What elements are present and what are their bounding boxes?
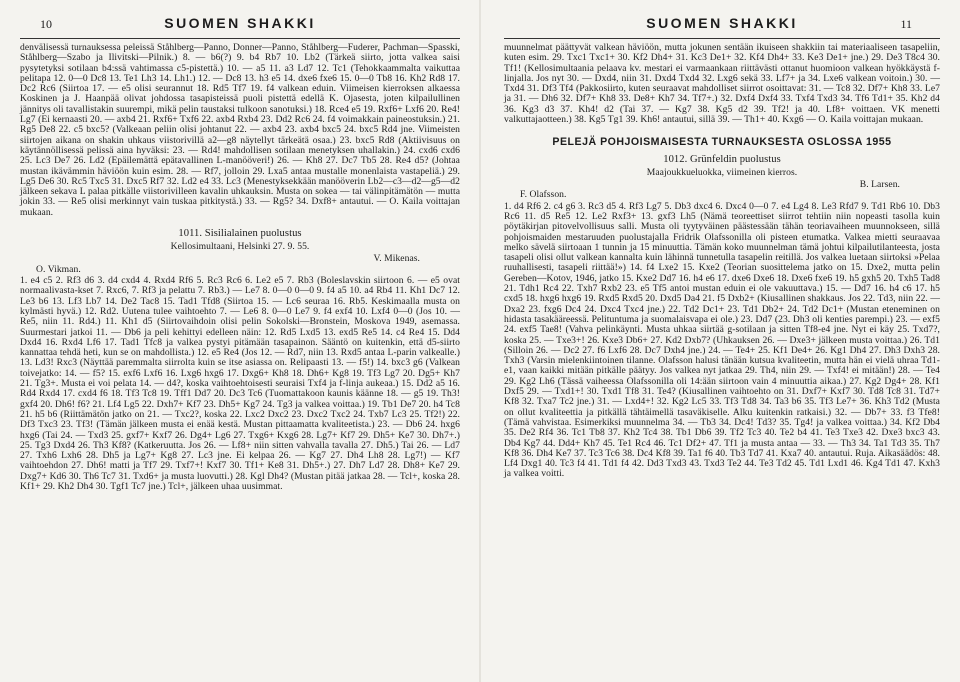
game-1011-conclusion: muunnelmat päättyvät valkean häviöön, mutta jokunen sentään ikuiseen shakkiin tai materiaaliseen tasapeliin, kuten esim. 29. Txc1 Txc1+ 30. Kf2 Dh4+ 31. Kc3 De1+ 32. Kf4 Dh4+ 33. Ke3 De1+ jne.) 29. De3 T8c4 30. Tf1! (Kellosimultaania pelaava kv. mestari ei varmaankaan riittävästi ottanut huomioon valkean hyökkäystä f-linjalla. Jos nyt 30. — Dxd4, niin 31. Dxd4 Txd4 32. Lxg6 sekä 33. Lf7+ ja 34. Lxe6 valkean voitoin.) 30. — Txd4 31. Df3 Tf4 (Pakkosiirto, kuten seuraavat mahdolliset siirrot osoittavat: 31. — Tc8 32. Df7+ Kh8 33. Le7 ja 31. — Dh6 32. Df7+ Kh8 33. De8+ Kh7 34. Tf7+.) 32. Dxf4 Dxf4 33. Txf4 Txd3 34. Tf6 Td1+ 35. Kh2 d4 36. Kg3 d3 37. Kh4! d2 (Tai 37. — Kg7 38. Kg5 d2 39. Tf2! ja 40. Lf8+ voittaen. VK menetti valkuttajaotteen.) 38. Kg5 Tg1 39. Kh6! antautui, sillä 39. — Th1+ 40. Kxg6 — O. Kaila voittajan mukaan. bbox=[504, 42, 940, 126]
game-players bbox=[20, 252, 460, 276]
game-1011-header bbox=[20, 228, 460, 276]
page-number: 11 bbox=[900, 17, 912, 31]
game-1011-moves: 1. e4 c5 2. Rf3 d6 3. d4 cxd4 4. Rxd4 Rf6 5. Rc3 Rc6 6. Le2 e5 7. Rb3 (Boleslavskin siirtoon 6. — e5 ovat normaalivasta-kset 7. Rxc6, 7. Rf3 ja pelattu 7. Rb3.) — Le7 8. 0—0 0—0 9. f4 a5 10. a4 Rb4 11. Kh1 Dc7 12. Le3 b6 13. Lf3 Lb7 14. De2 Tac8 15. Tad1 Tfd8 (Siirtoa 15. — Lc6 seuraa 16. Rb5. Keskimaalla musta on kylmästi hyvä.) 12. Rd2. Uutena tulee vaihtoehto 7. — Le6 8. 0—0 Le7 9. f4 exf4 10. Lxf4 0—0 (Jos 10. — Re5, niin 11. Rd4.) 11. Kh1 d5 (Siirtovaihdoin olisi pelin Sokolski—Bronstein, Moskova 1949, asemassa. Suurmestari jatkoi 11. — Db6 ja peli kehittyi edelleen näin: 12. Rd5 Lxd5 13. exd5 Re5 14. c4 Re4 15. Dd4 Dxd4 16. Rxd4 Lf6 17. Tad1 Tfc8 ja valkea pystyi pitämään tasapainon. Sääntö on kuitenkin, että d5-siirto kannattaa tehdä heti, kun se on mahdollista.) 12. e5 Re4 (Jos 12. — Rd7, niin 13. Rxd5 antaa L-parin valkealle.) 13. Ld3! Rxc3 (Näyttää paremmalta siirrolta kuin se itse asiassa on. Relipaasti 13. — f5!) 14. bxc3 g6 (Valkean toivejatko: 14. — f5? 15. exf6 Lxf6 16. Lxg6 hxg6 17. Dxg6+ Kh8 18. Dh6+ Kg8 19. Tf3 Lg7 20. Dg5+ Kh7 21. Tg3+. Musta ei voi pelata 14. — d4?, koska vaihtoehtoisesti seuraisi Txf4 ja f-linja aukeaa.) 15. Dd2 a5 16. Rd4 Rxd4 17. cxd4 f6 18. Tf3 Tc8 19. Tff1 Dd7 20. Dc3 Tc6 (Tuomattakoon kaunis käänne 18. — g5 19. Th3! gxf4 20. Dh6! f6? 21. Lf4 Lg5 22. Dxh7+ Kf7 23. Dh5+ Kg7 24. Tg3 ja valkea voittaa.) 19. Tb1 De7 20. h4 Tc8 21. h5 b6 (Riittämätön jatko on 21. — Txc2?, koska 22. Lxc2 Dxc2 23. Dxc2 Txc2 24. Txb7 Lc3 25. Tf2!) 22. Df3 Txc3 23. Tf3! (Tämän jälkeen musta ei enää kestä. Mustan pittaamatta kvaliteetista.) 23. — Db6 24. hxg6 hxg6 (Tai 24. — Txd3 25. gxf7+ Kxf7 26. Dg4+ Lg6 27. Txg6+ Kxg6 28. Lg7+ Kf7 29. Dh5+ Ke7 30. Dh7+.) 25. Tg3 Dxd4 26. Th3 Kf8? (Katkeruutta. Jos 26. — Lf8+ niin sitten vahvalla tavalla 27. Dh5.) Tai 26. — Ld7 27. Txh6 Lxh6 28. Dh5 ja Lg7+ Kg8 27. Lc3 jne. Ei kelpaa 26. — Kg7 27. Dh4 Lh8 28. Lg7!) — Kf7 vaihtoehdon 27. Dh6! matti ja Tf7 29. Txf7+! Kxf7 30. Tf1+ Ke8 31. Dh5+.) 27. Dh7 Ld7 28. Dh8+ Ke7 29. Dxg7+ Kd6 30. Th6 Tc7 31. Txd6+ ja musta luovutti.) 28. Kgl Dh4? (Mustan pitää jatkaa 28. — Tcl+, koska 28. Kf1+ 29. Kh2 Dh4 30. Tgf1 Tc7 jne.) Tcl+, jälkeen uhaa uusimmat. bbox=[20, 275, 460, 492]
right-column-text bbox=[504, 43, 940, 480]
game-annotation-continued: denvälisessä turnauksessa peleissä Ståhlberg—Panno, Donner—Panno, Ståhlberg—Fuderer, Pachman—Spasski, Ståhlberg—Szabo ja Ilivitski—Pilnik.) 8. — b6(?) 9. b4 Rb7 10. Lb2 (Tärkeä siirto, jotta valkea saisi pysytetyksi sotilaan b4:ssä vahtimassa c5-pistettä.) 10. — a5 11. a3 Ld7 12. Tc1 (Tehokkaammalta vaikuttaa pelitapa 12. 0—0 Dc8 13. Te1 Lh3 14. Lh1.) 12. — Dc8 13. h3 e5 14. dxe6 fxe6 15. 0—0 Tb8 16. Kh2 Rd8 17. Dc2 Rc6 (Siirtoa 17. — e5 olisi seurannut 18. Rd5 Tf7 19. f4 valkean eduin. Viimeisen kierroksen alkaessa Koskinen ja J. Haanpää olivat johdossa tasapisteissä puoli pistettä edellä K. Ojasesta, joten kilpailullinen jännitys oli tavallistakin suurempi, mikä pelin taustaksi tulkoon sanotuksi.) 18. Rce4 e5 19. Rxf6+ Lxf6 20. Re4! Lg7 (Ei kernaasti 20. — axb4 21. Rxf6+ Txf6 22. axb4 Rxb4 23. Dd2 Rc6 24. f4 voimakkain paineostuksin.) 21. Rg5 De8 22. c5 bxc5? (Valkeaan peliin olisi johtanut 22. — axb4 23. axb4 bxc5 24. bxc5 Rd4 jne. Viimeisten siirtojen aikana on shakin uhkaus viistorivillä a2—g8 näytellyt tärkeätä osaa.) 23. bxc5 Rd8 (Aktiivisuus on käytännöllisessä pelissä aina hyväksi: 23. — Rd4! mahdollisen sotilaan menetyksen uhallakin.) 24. cxd6 cxd6 25. Lc3 De7 26. Ld2 (Epäilemättä epätavallinen L-manööveri!) 26. — Kh8 27. Dc7 Tb5 28. Re4 d5? (Johtaa mustan ikävämmin häviöön kuin esim. 28. — Rf7, jolloin 29. Lxa5 antaa mustalle monenlaista vastapeliä.) 29. Lg5 De6 30. Rc5 Txc5 31. Dxc5 Rf7 32. Ld2 e4 33. Lc3 (Menestyksekkään manööverin Lb2—c3—d2—g5—d2 jälkeen sekava L palaa pitkälle viistorivilleen kavalin uhkauksin. Musta on sokea — tai välinpitämätön — mutta jokin 33. — Re5 olisi merkinnyt vain tuskaa pitkitystä.) 33. — Rg5? 34. Dxf8+ antautui. — O. Kaila voittajan mukaan. bbox=[20, 42, 460, 218]
game-1012-header bbox=[504, 154, 940, 202]
page-number: 10 bbox=[40, 17, 52, 31]
running-head: SUOMEN SHAKKI bbox=[164, 15, 316, 31]
right-page bbox=[480, 0, 960, 682]
black-player: B. Larsen. bbox=[859, 178, 900, 190]
white-player: F. Olafsson. bbox=[520, 189, 567, 201]
white-player: O. Vikman. bbox=[36, 263, 81, 275]
game-1012-moves: 1. d4 Rf6 2. c4 g6 3. Rc3 d5 4. Rf3 Lg7 5. Db3 dxc4 6. Dxc4 0—0 7. e4 Lg4 8. Le3 Rfd7 9. Td1 Rb6 10. Db3 Rc6 11. d5 Re5 12. Le2 Rxf3+ 13. gxf3 Lh5 (Nämä teoreettiset siirrot tehtiin niin nopeasti tasolla kuin pöytäkirjan pitovelvollisuus salli. Musta oli tyytyväinen päästessään tähän teoriavaiheen muunnokseen, sillä pohjoismaiden mestaruuden puolustajalla Fridrik Olafssonilla oli pisteen etumatka. Valkea mietti seuraavaa melko sävelä siirtoaan 1 tunnin ja 15 minuuttia. Tämän koko muunnelman tämä johtui kilpailutilanteesta, josta tasapeli olisi ollut valkean kannalta kuin lähinnä tunnetulla tasapelin reitillä. Jos valkea luetaan siirtoksi »Pelaa ruuhallisesti, tasapeli riittää!») 14. f4 Lxe2 15. Kxe2 (Teorian suosittelema jatko on 15. Dxe2, mutta pelin Gereben—Kotov, 1946, jatko 15. Kxe2 Dd7 16. h4 e6 17. dxe6 Dxe6 18. Dxe6 fxe6 19. h5 gxh5 20. Txh5 Tad8 21. Tdh1 Rc4 22. Txh7 Rxb2 23. e5 Tf5 antoi mustan eduin ei ole vakuuttava.) 15. — Dd7 16. h4 c6 17. h5 cxd5 18. hxg6 hxg6 19. Rxd5 Rxd5 20. Dxd5 Da4 21. f5 Dxb2+ (Kiusallinen shakkaus. Jos 22. Td3, niin 22. — Dxa2 23. fxg6 Dc4 24. Dxc4 Txc4 jne.) 22. Td2 Dc1+ 23. Td1 Db2+ 24. Td2 Dc1+ (Mustan eteneminen on hidasta tasakääreessä. Pelituntuma ja suomalaisvapa ei ole.) 23. Dd7 (23. Dh3 oli kenties parempi.) 23. — exf5 24. exf5 Tae8! (Vahva pelinkäynti. Musta uhkaa siirtää g-sotilaan ja sitten Tf8-e4 jne. Nyt ei käy 25. Txd7?, koska 25. — Txe3+! 26. Kxe3 Db6+ 27. Kd2 Dxb7? (Uhkauksen 26. — Dxe3+ jälkeen musta voittaa.) 26. Td1 (Silloin 26. — Dc2 27. f6 Lxf6 28. Dc7 Dxh4 jne.) 24. — Te4+ 25. Kf1 De4+ 26. Kg1 Dh4 27. Dh3 Dxh3 28. Txh3 (Varsin mielenkiintoinen tilanne. Olafsson halusi tänään kutsua kvaliteetin, mutta hän ei vielä uhraa Td1-e1, vaan kaikki mitään pitkälle päätyy. Jos valkea nyt jatkaa 29. Th4, niin 29. — Txf4! ei mitään!) 28. — Te4 29. Kg2 Lh6 (Tässä vaiheessa Olafssonilla oli 14:ään siirtoon vain 4 minuuttia aikaa.) 27. Kg2 Dg4+ 28. Kf1 Dxf5 29. — Txd1+! 30. Txd1 Tf8 31. Te4? (Kiusallinen vaihtoehto on 31. Dxf7+ Kxf7 30. Td8 Tc8 31. Td7+ Kf8 32. Txa7 Tc2 jne.) 31. — Lxd4+! 32. Kg2 Lc5 33. Tf3 Td8 34. Ta3 b6 35. Tf3 Le7+ 36. Kh3 Td2 (Musta on ollut kvaliteettia ja pitkällä tähtäimellä tasaväkiselle. Alku kuitenkin ratkaisi.) 32. — Db7+ 33. f3 Tfe8! (Tämä vahvistaa. Esimerkiksi muunnelma 34. — Tb3 34. Dc4! Td3? 35. Tg4! ja valkea voittaa.) 34. Kf2 Db4 35. De2 Rf4 36. Tc1 Tb8 37. Kh2 Tc4 38. Tb1 Db6 39. Tf2 Tc3 40. Te2 b4 41. Te3 Txe3 42. Dxe3 bxc3 43. Db4 Kg7 44. Dd4+ Kh7 45. Te1 Rc4 46. Tc1 Df2+ 47. Tf1 ja musta antaa — 33. — Th3 34. Ta1 Td3 35. Th7 Kf8 36. Dh4 Ke7 37. Tc3 Tc6 38. Dc4 Kf8 39. Ta1 f6 40. Tb3 Td7 41. Kxa7 40. antautui. Ruja. Aikasäädös: 48. Lf4 Dxg1 40. Tc3 f4 41. Td1 f4 42. Dd3 Txd3 43. Txd3 Te2 44. Te3 Td2 45. Td1 Lxd1 46. Kg4 Td1 47. Kxh3 ja valkea voitti. bbox=[504, 200, 940, 480]
game-title: 1012. Grünfeldin puolustus bbox=[663, 153, 781, 165]
left-page-header bbox=[20, 12, 460, 39]
black-player: V. Mikenas. bbox=[373, 253, 420, 265]
game-title: 1011. Sisilialainen puolustus bbox=[178, 228, 302, 240]
running-head: SUOMEN SHAKKI bbox=[646, 15, 798, 31]
game-players bbox=[504, 178, 940, 202]
game-event: Kellosimultaani, Helsinki 27. 9. 55. bbox=[170, 241, 310, 253]
game-event: Maajoukkueluokka, viimeinen kierros. bbox=[646, 166, 798, 178]
section-heading: PELEJÄ POHJOISMAISESTA TURNAUKSESTA OSLOSSA 1955 bbox=[552, 136, 892, 149]
right-page-header bbox=[504, 12, 940, 39]
left-column-text bbox=[20, 43, 460, 492]
